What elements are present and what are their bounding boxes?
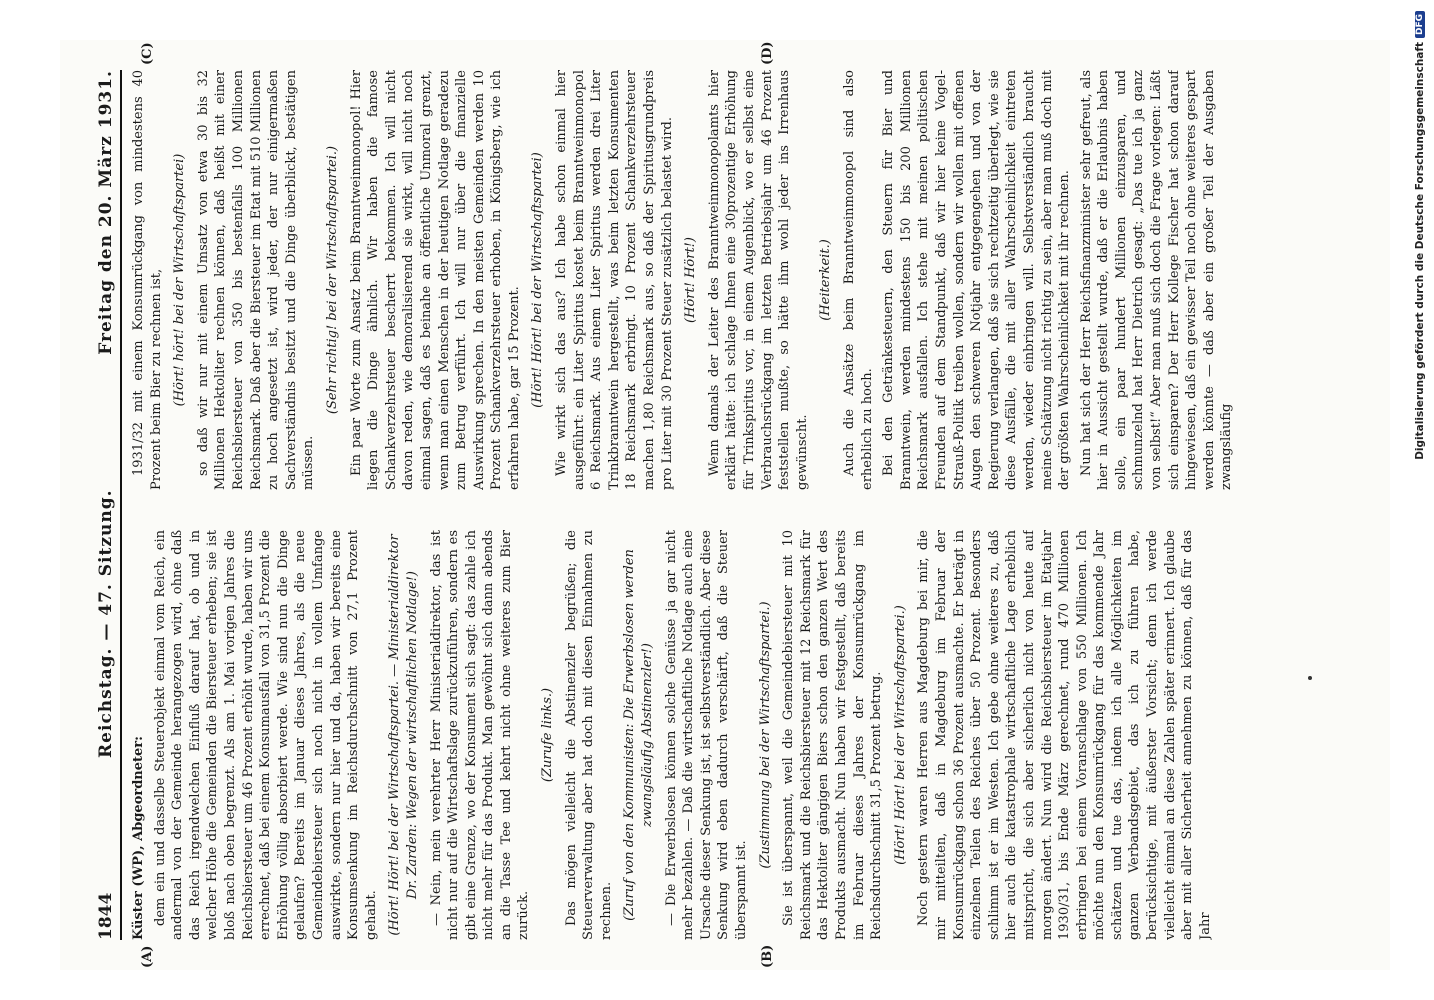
speech-paragraph: Bei den Getränkesteuern, den Steuern für Bier und Branntwein, werden mindestens 150 bis 200 Millionen Reichsmark ausfallen. Ich stehe mit meinen politischen Freunden auf dem Standpunkt, daß wir hier keine Vogel-Strauß-Politik treiben wollen, sondern wir wollen mit offenen Augen den schweren Notjahr entgegengehen und von der Regierung verlangen, daß sie sich rechtzeitig überlegt, wie sie diese Ausfälle, die mit aller Wahrscheinlichkeit eintreten werden, wieder einbringen will. Selbstverständlich braucht meine Schätzung nicht richtig zu sein, aber man muß doch mit der größten Wahrscheinlichkeit mit ihr rechnen. (881, 70, 1073, 490)
margin-mark-a: (A) (140, 945, 155, 968)
speech-paragraph: — Die Erwerbslosen können solche Genüsse ja gar nicht mehr bezahlen. — Daß die wirtschaftliche Notlage auch eine Ursache dieser Senkung ist, ist selbstverständlich. Aber diese Senkung wird eben dadurch verschärft, daß die Steuer überspannt ist. (663, 530, 749, 940)
interjection: (Zustimmung bei der Wirtschaftspartei.) (757, 601, 773, 869)
interjection: (Hört! Hört!) (683, 237, 699, 323)
speaker-line: Küster (WP), Abgeordneter: (131, 736, 146, 940)
interjection: (Heiterkeit.) (818, 239, 834, 321)
interjection: (Zuruf von den Kommunisten: Die Erwerbslosen werden zwangsläufig Abstinenzler!) (622, 549, 656, 921)
interjection: (Hört! Hört! bei der Wirtschaftspartei) (530, 152, 546, 408)
speech-paragraph: Wenn damals der Leiter des Branntweinmonopolamts hier erklärt hätte: ich schlage Ihnen eine 30prozentige Erhöhung für Trinkspiritus vor, in einem Augenblick, wo er selbst eine Verbrauchsrückgang im letzten Betriebsjahr um 46 Prozent feststellen mußte, so hätte ihm wohl jeder ins Irrenhaus gewünscht. (706, 70, 810, 490)
speech-paragraph: 1931/32 mit einem Konsumrückgang von mindestens 40 Prozent beim Bier zu rechnen ist, (131, 70, 164, 490)
speech-paragraph: dem ein und dasselbe Steuerobjekt einmal vom Reich, ein andermal von der Gemeinde herangezogen wird, ohne daß das Reich irgendwelchen Einfluß darauf hat, ob und in welcher Höhe die Gemeinden die Biersteuer erheben; sie ist bloß nach oben begrenzt. Als am 1. Mai vorigen Jahres die Reichsbiersteuer um 46 Prozent erhöht wurde, haben wir uns errechnet, daß bei einem Konsumausfall von 31,5 Prozent die Erhöhung völlig absorbiert werde. Wie sind nun die Dinge gelaufen? Bereits im Januar dieses Jahres, als die neue Gemeindebiersteuer sich noch nicht in vollem Umfange auswirkte, sondern nur hier und da, haben wir bereits eine Konsumsenkung im Reichsdurchschnitt von 27,1 Prozent gehabt. (152, 530, 379, 940)
interjection: (Sehr richtig! bei der Wirtschaftspartei.) (324, 145, 340, 415)
digitization-note (1408, 5, 1432, 995)
speech-paragraph: Wie wirkt sich das aus? Ich habe schon einmal hier ausgeführt: ein Liter Spiritus kostet beim Branntweinmonopol 6 Reichsmark. Aus einem Liter Spiritus werden drei Liter Trinkbranntwein hergestellt, was beim letzten Konsumenten 18 Reichsmark erbringt. 10 Prozent Schankverzehrsteuer machen 1,80 Reichsmark aus, so daß der Spiritusgrundpreis pro Liter mit 30 Prozent Steuer zusätzlich belastet wird. (554, 70, 675, 490)
digitization-note-text: Digitalisierung gefördert durch die Deutsche Forschungsgemeinschaft (1414, 42, 1426, 460)
left-text-column (130, 530, 1360, 940)
rotated-page-content (60, 0, 1235, 970)
speech-paragraph: Nun hat sich der Herr Reichsfinanzminister sehr gefreut, als hier in Aussicht gestellt wurde, daß er die Erlaubnis haben solle, ein paar hundert Millionen einzusparen, und schmunzelnd hat Herr Dietrich gesagt: „Das tue ich ja ganz von selbst!“ Aber man muß sich doch die Frage vorlegen: Läßt sich einsparen? Der Herr Kollege Fischer hat schon darauf hingewiesen, daß ein gewisser Teil noch ohne weiteres gespart werden könnte — daß aber ein großer Teil der Ausgaben zwangsläufig (1078, 70, 1235, 490)
speech-paragraph: so daß wir nur mit einem Umsatz von etwa 30 bis 32 Millionen Hektoliter rechnen können, daß heißt mit einer Reichsbiersteuer von 350 bis bestenfalls 100 Millionen Reichsmark. Daß aber die Biersteuer im Etat mit 510 Millionen zu hoch angesetzt ist, wird jeder, der nur einigermaßen Sachverständnis besitzt und die Dinge überblickt, bestätigen müssen. (195, 70, 317, 490)
scan-speck (1308, 676, 1312, 680)
interjection: (Hört! Hört! bei der Wirtschaftspartei.) (892, 605, 908, 865)
speech-paragraph: Sie ist überspannt, weil die Gemeindebiersteuer mit 10 Reichsmark und die Reichsbiersteuer mit 12 Reichsmark für das Hektoliter gängigen Biers schon den ganzen Wert des Produkts ausmacht. Nun haben wir festgestellt, daß bereits im Februar dieses Jahres der Konsumrückgang im Reichsdurchschnitt 31,5 Prozent betrug. (781, 530, 885, 940)
speech-paragraph: Ein paar Worte zum Ansatz beim Branntweinmonopol! Hier liegen die Dinge ähnlich. Wir haben die famose Schankverzehrsteuer bescherrt bekommen. Ich will nicht davon reden, wie demoralisierend sie wirkt, will nicht noch einmal sagen, daß es beinahe an öffentliche Unmoral grenzt, wenn man einen Menschen in der heutigen Notlage geradezu zum Betrug verführt. Ich will nur über die finanzielle Auswirkung sprechen. In den meisten Gemeinden werden 10 Prozent Schankverzehrsteuer erhoben, in Königsberg, wie ich erfahren habe, gar 15 Prozent. (348, 70, 522, 490)
margin-mark-d: (D) (760, 41, 775, 65)
interjection: (Zurufe links.) (540, 687, 556, 783)
right-text-column (130, 70, 1360, 490)
header-session-title: Reichstag. — 47. Sitzung. (96, 489, 116, 758)
page-header (90, 70, 122, 940)
dfg-logo: DFG (1415, 11, 1425, 38)
speech-paragraph: Auch die Ansätze beim Branntweinmonopol sind also erheblich zu hoch. (841, 70, 875, 490)
page-number: 1844 (96, 892, 116, 940)
interjection: (Hört! Hört! bei der Wirtschaftspartei. — Ministerialdirektor Dr. Zarden: Wegen der wirtschaftlichen Notlage!) (387, 534, 420, 936)
header-date-title: Freitag den 20. März 1931. (96, 70, 116, 355)
scanned-page (60, 40, 1390, 970)
interjection: (Hört! hört! bei der Wirtschaftspartei) (172, 153, 188, 407)
margin-mark-b: (B) (760, 944, 775, 968)
speech-paragraph: Noch gestern waren Herren aus Magdeburg bei mir, die mir mitteilten, daß in Magdeburg im Februar der Konsumrückgang schon 36 Prozent ausmachte. Er beträgt in einzelnen Teilen des Reiches über 50 Prozent. Besonders schlimm ist er im Westen. Ich gebe ohne weiteres zu, daß hier auch die katastrophale wirtschaftliche Lage erheblich mitspricht, die sich aber sicherlich nicht von heute auf morgen ändert. Nun wird die Reichsbiersteuer im Etatjahr 1930/31, bis Ende März gerechnet, rund 470 Millionen erbringen bei einem Voranschlage von 550 Millionen. Ich möchte nun den Konsumrückgang für das kommende Jahr schätzen und tue das, indem ich alle Möglichkeiten im ganzen Verbandsgebiet, das ich zu führen habe, berücksichtige, mit äußerster Vorsicht; denn ich werde vielleicht einmal an diese Zahlen später erinnert. Ich glaube aber mit aller Sicherheit annehmen zu können, daß für das Jahr (916, 530, 1213, 940)
speech-paragraph: — Nein, mein verehrter Herr Ministerialdirektor, das ist nicht nur auf die Wirtschaftslage zurückzuführen, sondern es gibt eine Grenze, wo der Konsument sich sagt: das zahle ich nicht mehr für das Produkt. Man gewöhnt sich dann abends an die Tasse Tee und kehrt nicht ohne weiteres zum Bier zurück. (428, 530, 532, 940)
margin-mark-c: (C) (140, 42, 155, 65)
speech-paragraph: Das mögen vielleicht die Abstinenzler begrüßen; die Steuerverwaltung aber hat doch mit diesen Einnahmen zu rechnen. (563, 530, 614, 940)
